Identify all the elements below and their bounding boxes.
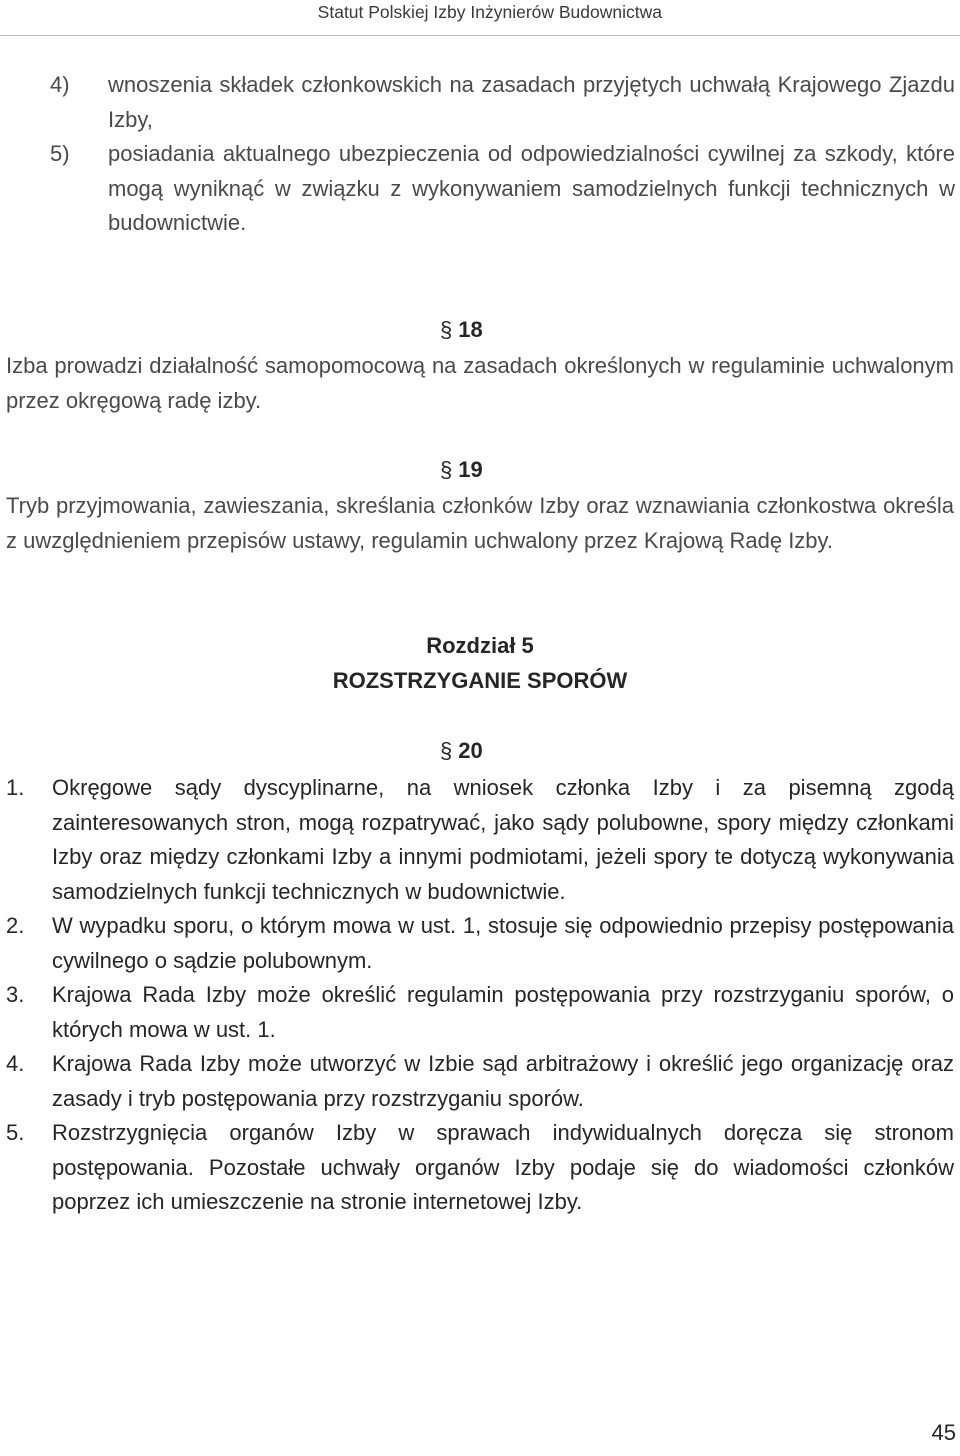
section-sign: § <box>440 317 453 342</box>
section-20-list <box>6 771 954 1220</box>
list-item-number: 1. <box>6 775 25 800</box>
header-rule <box>0 35 960 36</box>
section-heading-18 <box>440 313 560 347</box>
running-head: Statut Polskiej Izby Inżynierów Budownictwa <box>317 2 662 22</box>
list-item-number: 5) <box>50 141 70 166</box>
list-item <box>50 137 955 241</box>
list-item-number: 2. <box>6 913 25 938</box>
chapter-label: Rozdział 5 <box>426 633 534 658</box>
list-item <box>6 771 954 909</box>
list-item-text: Rozstrzygnięcia organów Izby w sprawach indywidualnych doręcza się stronom postępowania. Pozostałe uchwały organów Izby podaje się do wiadomości członków poprzez ich umieszczenie na stronie internetowej Izby. <box>52 1120 954 1214</box>
section-sign: § <box>440 738 453 763</box>
list-item <box>6 909 954 978</box>
page-number: 45 <box>931 1420 956 1445</box>
list-item-text: Krajowa Rada Izby może określić regulamin postępowania przy rozstrzyganiu sporów, o których mowa w ust. 1. <box>52 982 954 1042</box>
membership-conditions-list <box>50 68 955 241</box>
list-item-number: 5. <box>6 1120 25 1145</box>
section-heading-20 <box>440 734 560 768</box>
list-item-text: W wypadku sporu, o którym mowa w ust. 1, stosuje się odpowiednio przepisy postępowania cywilnego o sądzie polubownym. <box>52 913 954 973</box>
list-item <box>6 1116 954 1220</box>
list-item-text: Krajowa Rada Izby może utworzyć w Izbie sąd arbitrażowy i określić jego organizację oraz zasady i tryb postępowania przy rozstrzyganiu sporów. <box>52 1051 954 1111</box>
list-item-text: Okręgowe sądy dyscyplinarne, na wniosek członka Izby i za pisemną zgodą zainteresowanych stron, mogą rozpatrywać, jako sądy polubowne, spory między członkami Izby oraz między członkami Izby a innymi podmiotami, jeżeli spory te dotyczą wykonywania samodzielnych funkcji technicznych w budownictwie. <box>52 775 954 904</box>
list-item-number: 4. <box>6 1051 25 1076</box>
chapter-title: ROZSTRZYGANIE SPORÓW <box>332 668 628 693</box>
list-item <box>6 978 954 1047</box>
section-heading-19 <box>440 453 560 487</box>
list-item-number: 3. <box>6 982 25 1007</box>
section-18-paragraph: Izba prowadzi działalność samopomocową na zasadach określonych w regulaminie uchwalonym przez okręgową radę izby. <box>6 353 954 413</box>
section-number: 18 <box>458 317 483 342</box>
section-sign: § <box>440 457 453 482</box>
list-item-text: wnoszenia składek członkowskich na zasadach przyjętych uchwałą Krajowego Zjazdu Izby, <box>108 72 955 132</box>
list-item <box>50 68 955 137</box>
list-item-text: posiadania aktualnego ubezpieczenia od odpowiedzialności cywilnej za szkody, które mogą wyniknąć w związku z wykonywaniem samodzielnych funkcji technicznych w budownictwie. <box>108 141 955 235</box>
list-item-number: 4) <box>50 72 70 97</box>
list-item <box>6 1047 954 1116</box>
section-number: 20 <box>458 738 483 763</box>
section-19-paragraph: Tryb przyjmowania, zawieszania, skreślania członków Izby oraz wznawiania członkostwa określa z uwzględnieniem przepisów ustawy, regulamin uchwalony przez Krajową Radę Izby. <box>6 493 954 553</box>
section-number: 19 <box>458 457 483 482</box>
